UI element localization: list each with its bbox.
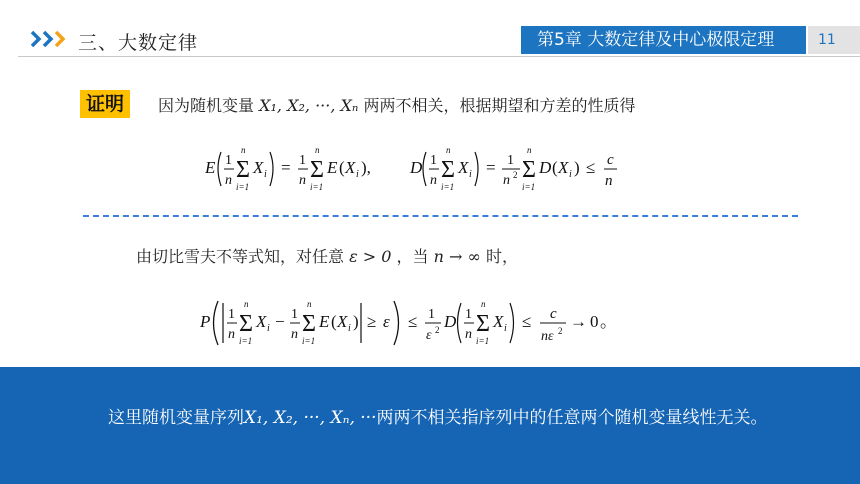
svg-text:Σ: Σ: [239, 311, 253, 337]
svg-text:P: P: [200, 312, 211, 331]
svg-text:i=1: i=1: [522, 182, 536, 192]
svg-text:Σ: Σ: [236, 157, 250, 183]
section-title: 三、大数定律: [78, 32, 199, 54]
svg-text:Σ: Σ: [522, 157, 536, 183]
svg-text:i: i: [348, 323, 351, 334]
svg-text:1: 1: [430, 153, 437, 168]
n-limit-condition: n → ∞: [433, 247, 481, 266]
svg-text:D: D: [410, 158, 423, 177]
note-text: [108, 403, 767, 428]
svg-text:Σ: Σ: [310, 157, 324, 183]
svg-text:c: c: [607, 152, 614, 168]
svg-text:1: 1: [291, 307, 298, 322]
svg-text:X: X: [493, 312, 504, 331]
svg-text:n: n: [481, 299, 486, 309]
svg-text:X: X: [458, 158, 469, 177]
svg-text:i=1: i=1: [236, 182, 250, 192]
svg-text:=: =: [281, 158, 291, 177]
equation-chebyshev-bound: [200, 293, 680, 353]
note-suffix: 两两不相关指序列中的任意两个随机变量线性无关。: [376, 408, 768, 428]
chebyshev-prefix: 由切比雪夫不等式知，对任意: [136, 247, 345, 266]
svg-text:i=1: i=1: [302, 336, 316, 346]
svg-text:1: 1: [228, 307, 235, 322]
svg-text:2: 2: [558, 326, 563, 336]
svg-text:E: E: [205, 158, 216, 177]
svg-text:n: n: [228, 327, 235, 342]
svg-text:1: 1: [507, 153, 514, 168]
svg-text:≤: ≤: [522, 312, 532, 331]
page-number: 11: [808, 26, 860, 54]
svg-text:n: n: [299, 173, 306, 188]
proof-intro-suffix: 两两不相关，根据期望和方差的性质得: [363, 96, 636, 115]
svg-text:Σ: Σ: [441, 157, 455, 183]
svg-text:),: ),: [361, 158, 371, 177]
svg-text:i: i: [504, 323, 507, 334]
svg-text:i=1: i=1: [476, 336, 490, 346]
epsilon-condition: ε > 0: [349, 247, 392, 266]
note-vars: X₁, X₂, ···, Xₙ, ···: [244, 408, 377, 428]
proof-intro-prefix: 因为随机变量: [158, 96, 255, 115]
svg-text:n: n: [315, 145, 320, 155]
svg-text:E: E: [327, 158, 338, 177]
svg-text:。: 。: [600, 312, 617, 331]
equation-expectation-variance: [205, 140, 665, 196]
svg-text:≤: ≤: [408, 312, 418, 331]
svg-text:n: n: [241, 145, 246, 155]
svg-text:n: n: [244, 299, 249, 309]
svg-text:i: i: [264, 169, 267, 180]
svg-text:i=1: i=1: [441, 182, 455, 192]
svg-text:1: 1: [299, 153, 306, 168]
svg-text:X: X: [256, 312, 267, 331]
svg-text:2: 2: [513, 170, 518, 180]
note-prefix: 这里随机变量序列: [108, 408, 244, 428]
svg-text:2: 2: [435, 325, 440, 335]
svg-text:X: X: [558, 158, 569, 177]
svg-text:(: (: [552, 158, 558, 177]
header-divider: [18, 56, 860, 57]
svg-text:i=1: i=1: [239, 336, 253, 346]
svg-text:(: (: [339, 158, 345, 177]
svg-text:n: n: [605, 173, 613, 189]
dashed-divider: [83, 215, 798, 217]
svg-text:n: n: [225, 173, 232, 188]
svg-text:D: D: [444, 312, 457, 331]
proof-intro: [158, 93, 635, 116]
svg-text:): ): [353, 312, 359, 331]
svg-text:≤: ≤: [586, 158, 596, 177]
chebyshev-mid: ，当: [396, 247, 429, 266]
svg-text:→: →: [570, 312, 587, 331]
svg-text:n: n: [527, 145, 532, 155]
svg-text:i=1: i=1: [310, 182, 324, 192]
svg-text:1: 1: [428, 307, 435, 322]
svg-text:X: X: [253, 158, 264, 177]
svg-text:Σ: Σ: [476, 311, 490, 337]
chapter-title: 第5章 大数定律及中心极限定理: [521, 26, 806, 54]
svg-text:0: 0: [590, 312, 599, 331]
svg-text:n: n: [503, 173, 510, 188]
svg-text:n: n: [291, 327, 298, 342]
svg-text:=: =: [486, 158, 496, 177]
svg-text:n: n: [430, 173, 437, 188]
svg-text:Σ: Σ: [302, 311, 316, 337]
svg-text:X: X: [345, 158, 356, 177]
svg-text:ε: ε: [383, 312, 390, 331]
proof-intro-vars: X₁, X₂, ···, Xₙ: [259, 96, 359, 115]
proof-badge: 证明: [80, 90, 130, 118]
svg-text:≥: ≥: [367, 312, 377, 331]
svg-text:c: c: [550, 306, 557, 322]
svg-text:): ): [574, 158, 580, 177]
svg-text:n: n: [307, 299, 312, 309]
svg-text:−: −: [275, 312, 285, 331]
svg-text:(: (: [331, 312, 337, 331]
svg-text:ε: ε: [426, 328, 432, 343]
svg-text:E: E: [319, 312, 330, 331]
svg-text:nε: nε: [541, 329, 554, 344]
svg-text:X: X: [337, 312, 348, 331]
svg-text:D: D: [539, 158, 552, 177]
svg-text:i: i: [569, 169, 572, 180]
chebyshev-statement: [136, 244, 518, 267]
svg-text:n: n: [465, 327, 472, 342]
chebyshev-suffix: 时，: [485, 247, 518, 266]
svg-text:1: 1: [225, 153, 232, 168]
svg-text:i: i: [267, 323, 270, 334]
svg-text:i: i: [356, 169, 359, 180]
svg-text:n: n: [446, 145, 451, 155]
svg-text:i: i: [469, 169, 472, 180]
chevrons-icon: [30, 28, 70, 50]
svg-text:1: 1: [465, 307, 472, 322]
